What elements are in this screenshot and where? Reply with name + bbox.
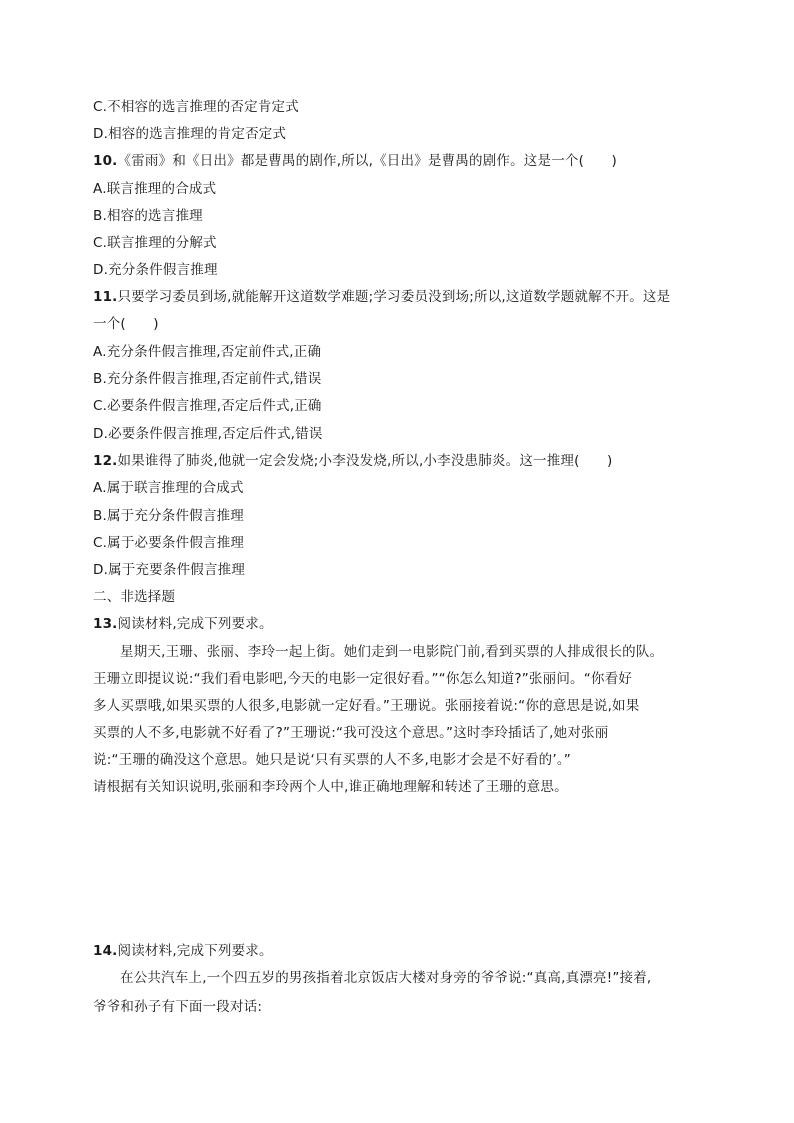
option-b-q12: B.属于充分条件假言推理 bbox=[93, 508, 244, 524]
option-a-q10: A.联言推理的合成式 bbox=[93, 181, 217, 197]
question-number: 11. bbox=[93, 289, 118, 305]
option-d-q10: D.充分条件假言推理 bbox=[93, 262, 218, 278]
option-b-q11: B.充分条件假言推理,否定前件式,错误 bbox=[93, 371, 322, 387]
option-a-q11: A.充分条件假言推理,否定前件式,正确 bbox=[93, 344, 322, 360]
q14-passage-line: 爷爷和孙子有下面一段对话: bbox=[93, 999, 263, 1015]
question-text: 阅读材料,完成下列要求。 bbox=[117, 616, 273, 632]
q13-passage-line: 买票的人不多,电影就不好看了?”王珊说:“我可没这个意思。”这时李玲插话了,她对张丽 bbox=[93, 725, 609, 741]
question-number: 13. bbox=[93, 616, 118, 632]
option-d-q12: D.属于充要条件假言推理 bbox=[93, 562, 246, 578]
question-13 bbox=[93, 614, 273, 634]
q13-passage-line: 说:“王珊的确没这个意思。她只是说‘只有买票的人不多,电影才会是不好看的’。” bbox=[93, 752, 571, 768]
q13-passage-line: 多人买票哦,如果买票的人很多,电影就一定好看。”王珊说。张丽接着说:“你的意思是说,如果 bbox=[93, 698, 640, 714]
section-heading: 二、非选择题 bbox=[93, 589, 176, 605]
option-c-q9: C.不相容的选言推理的否定肯定式 bbox=[93, 99, 299, 115]
option-c-q10: C.联言推理的分解式 bbox=[93, 235, 217, 251]
question-number: 10. bbox=[93, 153, 118, 169]
option-b-q10: B.相容的选言推理 bbox=[93, 208, 203, 224]
option-d-q11: D.必要条件假言推理,否定后件式,错误 bbox=[93, 426, 323, 442]
question-12 bbox=[93, 451, 612, 471]
question-11-continued: 一个( ) bbox=[93, 316, 159, 332]
question-14 bbox=[93, 941, 273, 961]
question-11 bbox=[93, 287, 670, 307]
option-d-q9: D.相容的选言推理的肯定否定式 bbox=[93, 126, 287, 142]
q13-passage-line: 王珊立即提议说:“我们看电影吧,今天的电影一定很好看。”“你怎么知道?”张丽问。“你看好 bbox=[93, 671, 633, 687]
q13-prompt: 请根据有关知识说明,张丽和李玲两个人中,谁正确地理解和转述了王珊的意思。 bbox=[93, 779, 568, 795]
question-10 bbox=[93, 151, 617, 171]
question-text: 如果谁得了肺炎,他就一定会发烧;小李没发烧,所以,小李没患肺炎。这一推理( ) bbox=[117, 453, 613, 469]
question-number: 12. bbox=[93, 453, 118, 469]
option-a-q12: A.属于联言推理的合成式 bbox=[93, 480, 244, 496]
question-number: 14. bbox=[93, 943, 118, 959]
question-text: 只要学习委员到场,就能解开这道数学难题;学习委员没到场;所以,这道数学题就解不开。这是 bbox=[117, 289, 671, 305]
option-c-q11: C.必要条件假言推理,否定后件式,正确 bbox=[93, 398, 322, 414]
question-text: 阅读材料,完成下列要求。 bbox=[117, 943, 273, 959]
option-c-q12: C.属于必要条件假言推理 bbox=[93, 535, 245, 551]
q13-passage-line: 星期天,王珊、张丽、李玲一起上街。她们走到一电影院门前,看到买票的人排成很长的队。 bbox=[120, 644, 664, 660]
question-text: 《雷雨》和《日出》都是曹禺的剧作,所以,《日出》是曹禺的剧作。这是一个( ) bbox=[117, 153, 617, 169]
q14-passage-line: 在公共汽车上,一个四五岁的男孩指着北京饭店大楼对身旁的爷爷说:“真高,真漂亮!”接着, bbox=[120, 970, 652, 986]
